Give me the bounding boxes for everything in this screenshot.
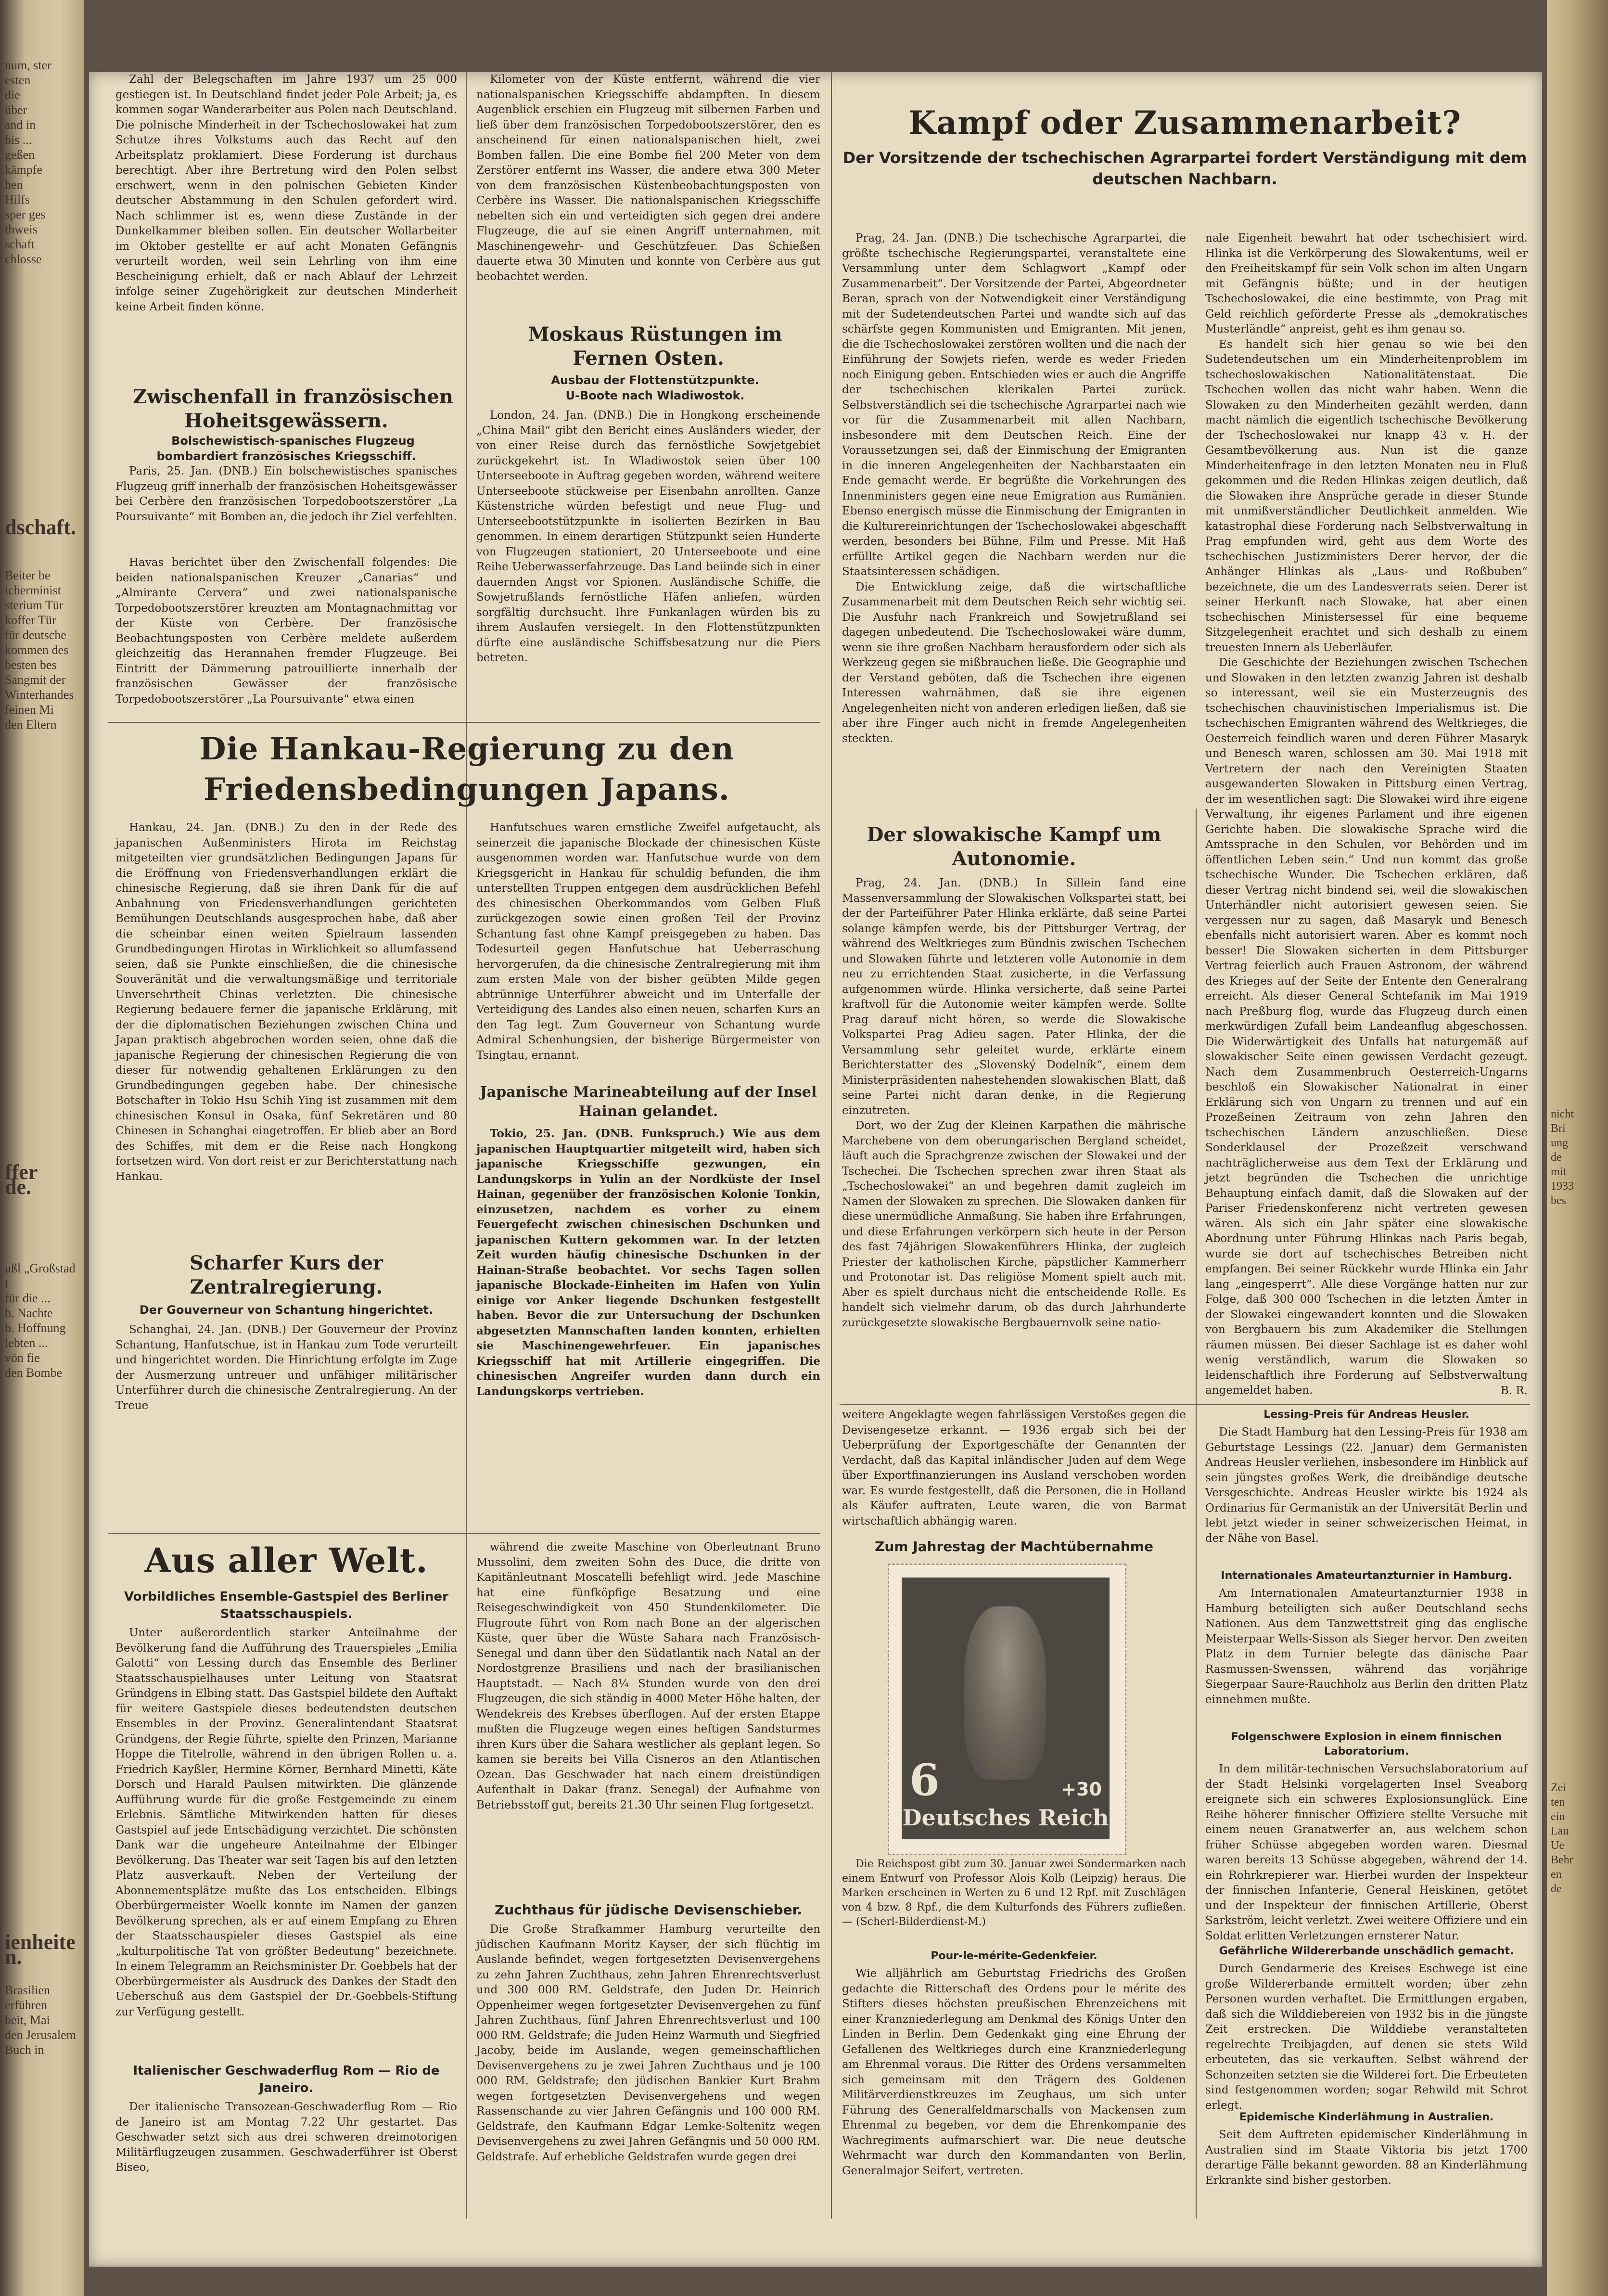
stamp-section xyxy=(842,1538,1186,1947)
article-paragraph: Schanghai, 24. Jan. (DNB.) Der Gouverneur der Provinz Schantung, Hanfutschue, ist in Hankau zum Tode verurteilt und hingerichtet worden. Die Hinrichtung erfolgte im Zuge der Ausmerzung untreuer und unfähiger militärischer Unterführer durch die chinesische Zentralregierung. An der Treue xyxy=(115,1323,457,1412)
article-paragraph: Havas berichtet über den Zwischenfall folgendes: Die beiden nationalspanischen Kreuzer „Canarias“ und „Almirante Cervera“ und zwei nationalspanische Torpedobootszerstörer kreuzten am Montagnachmittag vor der Küste von Cerbère. Der französische Beobachtungsposten von Cerbère meldete außerdem gleichzeitig das Herannahen fremder Flugzeuge. Bei Eintritt der Dämmerung patrouillierte innerhalb der französischen Gewässer der französische Torpedobootszerstörer „La Poursuivante“ etwa einen xyxy=(115,556,457,705)
kinderlaehmung-article xyxy=(1205,2110,1528,2219)
article-paragraph: Die Entwicklung zeige, daß die wirtschaftliche Zusammenarbeit mit dem Deutschen Reich sehr wichtig sei. Die Ausfuhr nach Frankreich und Sowjetrußland sei dagegen unbedeutend. Die Tschechoslowakei wäre dumm, wenn sie ihre großen Nachbarn herausfordern oder sich als Werkzeug gegen sie mißbrauchen ließe. Die Geographie und der Verstand geböten, daß die Tschechen ihre eigenen Interessen wahrnähmen, daß sie ihre eigenen Angelegenheiten nicht von anderen erledigen ließen, daß sie aber ihre Finger auch nicht in fremde Angelegenheiten steckten. xyxy=(842,580,1186,745)
headline-moskau: Moskaus Rüstungen im Fernen Osten. xyxy=(528,323,782,370)
slowakei-article xyxy=(842,823,1186,1400)
pour-le-merite-article xyxy=(842,1949,1186,2219)
left-page-fragment: Beiter be icherminist sterium Tür koffer Tür für deutsche kommen des besten bes Sangmit der Winterhandes feinen Mi den Eltern xyxy=(5,568,74,731)
marine-article xyxy=(476,1083,820,1526)
article-paragraph: nale Eigenheit bewahrt hat oder tschechisiert wird. Hlinka ist die Verkörperung des Slowakentums, weil er den Freiheitskampf für sein Volk schon im alten Ungarn mit Gefängnis büßte; und in der heutigen Tschechoslowakei, die eine bestimmte, von Prag mit Geld reichlich geförderte Presse als „demokratisches Musterländle“ anpreist, geht es ihm genau so. xyxy=(1205,232,1528,335)
article-paragraph: Prag, 24. Jan. (DNB.) In Sillein fand eine Massenversammlung der Slowakischen Volkspartei statt, bei der der Parteiführer Pater Hlinka erklärte, daß seine Partei solange kämpfen werde, bis der Pittsburger Vertrag, der während des Weltkrieges zum Bündnis zwischen Tschechen und Slowaken führte und letzteren volle Autonomie in dem neu zu errichtenden Staat zusicherte, in die Verfassung aufgenommen würde. Hlinka versicherte, daß seine Partei kraftvoll für die Autonomie weiter kämpfen werde. Sollte Prag darauf nicht hören, so werde die Slowakische Volkspartei Prag Adieu sagen. Pater Hlinka, der die Versammlung sehr geleitet wurde, erklärte einem Berichterstatter des „Slovenský Dodelník“, einem dem Ministerpräsidenten nahestehenden slowakischen Blatt, daß seine Partei nicht daran denke, in die Regierung einzutreten. xyxy=(842,877,1186,1117)
column-rule xyxy=(466,72,467,2219)
stamp-country: Deutsches Reich xyxy=(902,1805,1109,1831)
left-page-heading-fragment: dschaft. xyxy=(5,515,76,539)
section-divider xyxy=(840,1404,1530,1405)
left-page-heading-fragment: ienheiten. xyxy=(5,1930,76,1969)
column-rule xyxy=(831,72,832,2219)
left-page-fragment: ußl „Großstadt für die ... b. Nachte b. Hoffnung lebten ... vön fie den Bombe xyxy=(5,1261,76,1380)
right-page-fragment: Zei ten ein Lau Ue Behr en de xyxy=(1551,1782,1573,1895)
article-paragraph: Wie alljährlich am Geburtstag Friedrichs des Großen gedachte die Ritterschaft des Ordens pour le mérite des Stifters dieses höchsten preußischen Ehrenzeichens mit einer Kranzniederlegung am Denkmal des Königs Unter den Linden in Berlin. Dem Gedenkakt ging eine Ehrung der Gefallenen des Weltkrieges durch eine Kranzniederlegung am Ehrenmal voraus. Die Ritter des Ordens versammelten sich gemeinsam mit den Trägern des Goldenen Militärverdienstkreuzes im Zeughaus, um sich unter Führung des Generalfeldmarschalls von Mackensen zum Ehrenmal zu begeben, vor dem die Ehrenkompanie des Wachregiments aufmarschiert war. Die neue deutsche Wehrmacht war durch den Kommandanten von Berlin, Generalmajor Seifert, vertreten. xyxy=(842,1967,1186,2177)
stamp-surcharge: +30 xyxy=(1061,1779,1102,1800)
section-divider xyxy=(108,1533,820,1534)
geschwader-article xyxy=(115,2062,457,2216)
author-initials: B. R. xyxy=(1500,1385,1528,1397)
article-paragraph: Es handelt sich hier genau so wie bei den Sudetendeutschen um ein Minderheitenproblem im tschechoslowakischen Nationalitätenstaat. Die Tschechen wollen das nicht wahr haben. Wenn die Slowaken zu den Minderheiten gezählt werden, dann macht nämlich die eigentlich tschechische Bevölkerung der Tschechoslowakei nur knapp 43 v. H. der Gesamtbevölkerung aus. Nun ist die ganze Minderheitenfrage in den letzten Monaten neu in Fluß gekommen und die Reden Hlinkas zeigen deutlich, daß die Slowaken ihre Ansprüche gerade in dieser Stunde mit unmißverständlicher Deutlichkeit anmelden. Wie katastrophal diese Forderung nach Selbstverwaltung in Prag empfunden wird, geht aus dem Worte des tschechischen Justizministers Derer hervor, der die Anhänger Hlinkas als „Laus- und Roßbuben“ bezeichnete, die um des Landesverrats seien. Derer ist seiner Herkunft nach Slowake, hat aber einen tschechischen Ministersessel für eine bequeme Sitzgelegenheit erachtet und sich deshalb zu einem treuesten Innern als Ueberläufer. xyxy=(1205,338,1528,654)
section-divider xyxy=(108,722,820,723)
amateur-article xyxy=(1205,1569,1528,1728)
article-paragraph: Seit dem Auftreten epidemischer Kinderlähmung in Australien sind im Staate Viktoria bis jetzt 1700 derartige Fälle bekannt geworden. 88 an Kinderlähmung Erkrankte sind bisher gestorben. xyxy=(1205,2129,1528,2187)
headline-wilderer: Gefährliche Wildererbande unschädlich gemacht. xyxy=(1219,1945,1514,1957)
zuchthaus-continuation xyxy=(842,1408,1186,1533)
geschwader-continuation xyxy=(476,1540,820,1896)
subheadline-kampf: Der Vorsitzende der tschechischen Agrarpartei fordert Verständigung mit dem deutschen Nachbarn. xyxy=(842,149,1527,188)
article-paragraph: Hankau, 24. Jan. (DNB.) Zu den in der Rede des japanischen Außenministers Hirota im Reichstag mitgeteilten vier grundsätzlichen Bedingungen Japans für die Eröffnung von Friedensverhandlungen erklärt die chinesische Regierung, daß sie ihren Dank für die auf Anbahnung von Friedensverhandlungen gerichteten Bemühungen Deutschlands ausgesprochen habe, daß aber die scheinbar einen weiten Spielraum lassenden Grundbedingungen Hirotas in Wirklichkeit so allumfassend seien, daß sie Punkte einschließen, die die chinesische Souveränität und die verwaltungsmäßige und territoriale Unversehrtheit Chinas verletzten. Die chinesische Regierung bedauere ferner die japanische Erklärung, mit der die diplomatischen Beziehungen zwischen China und Japan praktisch abgebrochen worden seien, ohne daß die japanische Regierung der chinesischen Regierung die von dieser für notwendig gehaltenen Erklärungen zu den Grundbedingungen gegeben habe. Der chinesische Botschafter in Tokio Hsu Schih Ying ist zusammen mit dem chinesischen Konsul in Osaka, fünf Sekretären und 80 Chinesen in Schanghai eingetroffen. Er blieb aber an Bord des Schiffes, mit dem er die Reise nach Hongkong fortsetzen wird. Von dort reist er zur Berichterstattung nach Hankau. xyxy=(115,821,457,1183)
stamp-caption: Die Reichspost gibt zum 30. Januar zwei Sondermarken nach einem Entwurf von Professor Alois Kolb (Leipzig) heraus. Die Marken erscheinen in Werten zu 6 und 12 Rpf. mit Zuschlägen von 4 bzw. 8 Rpf., die dem Kulturfonds des Führers zufließen. — (Scherl-Bilderdienst-M.) xyxy=(842,1858,1186,1928)
headline-hankau: Die Hankau-Regierung zu den Friedensbedingungen Japans. xyxy=(199,731,734,808)
subheadline-scharfer-kurs: Der Gouverneur von Schantung hingerichtet. xyxy=(139,1303,434,1317)
explosion-article xyxy=(1205,1730,1528,1942)
newspaper-page xyxy=(89,72,1542,2267)
left-page-heading-fragment: ffer de. xyxy=(5,1160,38,1199)
kampf-continuation xyxy=(1205,231,1528,1397)
article-paragraph: Am Internationalen Amateurtanzturnier 1938 in Hamburg beteiligten sich außer Deutschland sechs Nationen. Aus dem Tanzwettstreit ging das englische Meisterpaar Wells-Sisson als Sieger hervor. Den zweiten Platz in dem Turnier belegte das dänische Paar Rasmussen-Swenssen, während das vorjährige Siegerpaar Saure-Rauchholz aus Berlin den dritten Platz einnehmen mußte. xyxy=(1205,1587,1528,1706)
headline-geschwader: Italienischer Geschwaderflug Rom — Rio de Janeiro. xyxy=(133,2064,440,2095)
article-paragraph: Unter außerordentlich starker Anteilnahme der Bevölkerung fand die Aufführung des Trauerspieles „Emilia Galotti“ von Lessing durch das Ensemble des Berliner Staatsschauspielhauses unter Leitung von Staatsrat Gründgens in Elbing statt. Das Gastspiel bildete den Auftakt für weitere Gastspiele dieses bedeutendsten deutschen Ensembles in der Provinz. Generalintendant Staatsrat Gründgens, der Regie führte, spielte den Prinzen, Marianne Hoppe die Titelrolle, während in den übrigen Rollen u. a. Friedrich Kayßler, Hermine Körner, Bernhard Minetti, Käte Dorsch und Harald Paulsen mitwirkten. Die glänzende Aufführung wurde für die große Festgemeinde zu einem Erlebnis. Sämtliche Mitwirkenden hatten für dieses Gastspiel auf jede Entschädigung verzichtet. Die schönsten Dank war die ungeheure Anteilnahme der Elbinger Bevölkerung. Das Theater war seit Tagen bis auf den letzten Platz ausverkauft. Neben der Verteilung der Abonnementsplätze mußte das Los entscheiden. Elbings Oberbürgermeister Woelk konnte im Namen der ganzen Bevölkerung sprechen, als er auf einem Empfang zu Ehren der Staatsschauspieler dieses Gastspiel als eine „kulturpolitische Tat von größter Bedeutung“ bezeichnete. In einem Telegramm an Reichsminister Dr. Goebbels hat der Oberbürgermeister als Ausdruck des Dankes der Stadt den Ueberschuß aus dem Gastspiel der Dr.-Goebbels-Stiftung zur Verfügung gestellt. xyxy=(115,1627,457,2018)
headline-pour-le-merite: Pour-le-mérite-Gedenkfeier. xyxy=(931,1950,1098,1962)
headline-ensemble: Vorbildliches Ensemble-Gastspiel des Berliner Staatsschauspiels. xyxy=(124,1590,448,1621)
article-paragraph: Dort, wo der Zug der Kleinen Karpathen die mährische Marchebene von dem oberungarischen Bergland scheidet, läuft auch die Sprachgrenze zwischen der Slowakei und der Tschechei. Die Tschechen sprechen zwar ihren Staat als „Tschechoslowakei“ an und begehren damit zugleich im Namen der Slowaken zu sprechen. Die Slowaken danken für diese unermüdliche Anmaßung. Sie haben ihre Erfahrungen, und diese Erfahrungen verkörpern sich heute in der Person des fast 74jährigen Slowakenführers Hlinka, der zugleich Priester der katholischen Kirche, päpstlicher Kammerherr und Protonotar ist. Das religiöse Moment spielt auch mit. Aber es spielt durchaus nicht die entscheidende Rolle. Es handelt sich vielmehr darum, ob das durch Jahrhunderte zurückgesetzte slowakische Bergbauernvolk seine natio- xyxy=(842,1119,1186,1329)
article-paragraph: Die Stadt Hamburg hat den Lessing-Preis für 1938 am Geburtstage Lessings (22. Januar) dem Germanisten Andreas Heusler verliehen, insbesondere im Hinblick auf sein jüngstes großes Werk, die dreibändige deutsche Versgeschichte. Andreas Heusler wirkte bis 1924 als Ordinarius für Germanistik an der Universität Berlin und lebt jetzt wieder in seiner schweizerischen Heimat, in der Nähe von Basel. xyxy=(1205,1426,1528,1545)
article-paragraph: während die zweite Maschine von Oberleutnant Bruno Mussolini, dem zweiten Sohn des Duce, die dritte von Kapitänleutnant Moscatelli befehligt wird. Jede Maschine hat eine fünfköpfige Besatzung und eine Reisegeschwindigkeit von 450 Stundenkilometer. Die Flugroute führt von Rom nach Bone an der algerischen Küste, quer über die Wüste Sahara nach Französisch-Senegal und dann über den Südatlantik nach Natal an der Nordostgrenze Brasiliens und nach der brasilianischen Hauptstadt. — Nach 8¼ Stunden wurde von den drei Flugzeugen, die sich ständig in 4000 Meter Höhe halten, der Wendekreis des Krebses überflogen. Auf der ersten Etappe mußten die Flugzeuge wegen eines heftigen Sandsturmes ihren Kurs über die Sahara westlicher als geplant legen. So kamen sie bereits bei Villa Cisneros an den Atlantischen Ozean. Das Geschwader hat nach einem dreistündigen Aufenthalt in Dakar (franz. Senegal) der Aufnahme von Betriebsstoff gut, bereits 21.30 Uhr seinen Flug fortgesetzt. xyxy=(476,1541,820,1811)
headline-lessing: Lessing-Preis für Andreas Heusler. xyxy=(1263,1409,1469,1421)
right-page-fragment: nicht Bri ung de mit 1933 bes xyxy=(1551,1108,1574,1207)
hankau-headline-block xyxy=(115,729,818,813)
article-paragraph: London, 24. Jan. (DNB.) Die in Hongkong erscheinende „China Mail“ gibt den Bericht eines Ausländers wieder, der von einer Reise durch das fernöstliche Sowjetgebiet zurückgekehrt ist. In Wladiwostok seien über 100 Unterseeboote in Auftrag gegeben worden, während weitere Unterseeboote stückweise per Eisenbahn anrollten. Ganze Küstenstriche würden befestigt und neue Flug- und Unterseebootstützpunkte in isolierten Bezirken in Bau genommen. In einem derartigen Stützpunkt seien Hunderte von Flugzeugen stationiert, 20 Unterseeboote und eine Reihe Ueberwasserfahrzeuge. Das Land beiinde sich in einer dauernden Angst vor Spionen. Ausländische Schiffe, die Sowjetrußlands fernöstliche Häfen anliefen, würden sorgfältig durchsucht. Ihre Funkanlagen würden bis zu ihrem Auslaufen versiegelt. In den Flottenstützpunkten dürfte eine ausländische Schiffsbesatzung nur die Piers betreten. xyxy=(476,409,820,664)
headline-kampf: Kampf oder Zusammenarbeit? xyxy=(908,104,1462,141)
subheadline-uboote: U-Boote nach Wladiwostok. xyxy=(565,389,745,402)
scharfer-kurs-article xyxy=(115,1251,457,1521)
article-paragraph: Der italienische Transozean-Geschwaderflug Rom — Rio de Janeiro ist am Montag 7.22 Uhr gestartet. Das Geschwader setzt sich aus drei schweren dreimotorigen Militärflugzeugen zusammen. Geschwaderführer ist Oberst Biseo, xyxy=(115,2101,457,2174)
headline-stamp: Zum Jahrestag der Machtübernahme xyxy=(875,1539,1153,1554)
signature xyxy=(1205,1384,1528,1400)
article-paragraph: Hanfutschues waren ernstliche Zweifel aufgetaucht, als seinerzeit die japanische Blockade der chinesischen Küste ausgenommen worden war. Hanfutschue wurde von dem Kriegsgericht in Hankau für schuldig befunden, die ihm unterstellten Truppen entgegen dem ausdrücklichen Befehl des chinesischen Oberkommandos vom Gelben Fluß zurückgezogen sowie einen großen Teil der Provinz Schantung fast ohne Kampf preisgegeben zu haben. Das Todesurteil gegen Hanfutschue hat Ueberraschung hervorgerufen, da die chinesische Zentralregierung mit ihm zum ersten Male von der bisher geübten Milde gegen abtrünnige Unterführer abweicht und im Unterfalle der Verteidigung des Landes also einen neuen, scharfen Kurs an den Tag legt. Zum Gouverneur von Schantung wurde Admiral Schenhungsien, der bisherige Bürgermeister von Tsingtau, ernannt. xyxy=(476,821,820,1062)
article-paragraph: Die Geschichte der Beziehungen zwischen Tschechen und Slowaken in den letzten zwanzig Jahren ist deshalb so interessant, weil sie ein Musterzeugnis des tschechischen chauvinistischen Imperialismus ist. Die tschechischen Emigranten während des Weltkrieges, die Oesterreich feindlich waren und deren Führer Masaryk und Benesch waren, schlossen am 30. Mai 1918 mit Vertretern der nach den Vereinigten Staaten ausgewanderten Slowaken in Pittsburg einen Vertrag, der im wesentlichen sagt: Die Slowakei wird ihre eigene Verwaltung, ihr eigenes Parlament und ihre eigenen Gerichte haben. Die slowakische Sprache wird die Amtssprache in den Schulen, vor Behörden und im öffentlichen Leben sein.“ Und nun kommt das große tschechische Wunder. Die Tschechen erklären, daß dieser Vertrag nicht bindend sei, weil die slowakischen Unterhändler nicht autorisiert gewesen seien. Sie vergessen nur zu sagen, daß Masaryk und Benesch ebenfalls nicht autorisiert waren. Aber es kommt noch besser! Die Slowaken sicherten in dem Pittsburger Vertrag feierlich auch Frauen Astronom, der während des Krieges auf der Seite der Entente den Generalrang erreicht. Als dieser General Schtefanik im Mai 1919 nach Preßburg flog, wurde das Flugzeug durch einen merkwürdigen Zufall beim Landeanflug abgeschossen. Die Widerwärtigkeit des Unfalls hat naturgemäß auf slowakischer Seite einen gewissen Verdacht gezeugt. Nach dem Zusammenbruch Oesterreich-Ungarns beschloß ein Slowakischer Nationalrat in einer Erklärung sich von Ungarn zu trennen und auf ein Prozeßeinen Zeitraum von zehn Jahren den tschechischen Ländern anzuschließen. Diese Sonderklausel der Prozeßzeit verschwand nachträglicherweise aus dem Text der Erklärung und jetzt begründen die Tschechen die unrichtige Behauptung einfach damit, daß die Slowaken auf der Pariser Friedenskonferenz nicht vertreten gewesen wären. Als sich ein Jahr später eine slowakische Abordnung unter Führung Hlinkas nach Paris begab, wurde sie dort auf tschechisches Betreiben nicht empfangen. Bei seiner Rückkehr wurde Hlinka ein Jahr lang „eingesperrt“. Alle diese Vorgänge hatten nur zur Folge, daß 300 000 Tschechen in die letzten Ämter in der Slowakei eingewandert konnten und die Slowaken von Bergbauern bis zum Akademiker die Stellungen räumen müssen. Bei dieser Sachlage ist es daher wohl wenig verständlich, warum die Slowaken so leidenschaftlich ihre Forderung auf Selbstverwaltung angemeldet haben. xyxy=(1205,656,1528,1397)
headline-scharfer-kurs: Scharfer Kurs der Zentralregierung. xyxy=(190,1252,383,1298)
article-paragraph: Paris, 25. Jan. (DNB.) Ein bolschewistisches spanisches Flugzeug griff innerhalb der französischen Hoheitsgewässer bei Cerbère den französischen Torpedobootszerstörer „La Poursuivante“ mit Bomben an, die jedoch ihr Ziel verfehlten. xyxy=(115,465,457,523)
aus-aller-welt-headline xyxy=(115,1538,457,1586)
article-continuation: Kilometer von der Küste entfernt, während die vier nationalspanischen Kriegsschiffe abdampften. In diesem Augenblick erschien ein Flugzeug mit silbernen Farben und ließ über dem französischen Torpedobootszerstörer, den es anscheinend für einen nationalspanischen hielt, zwei Bomben fallen. Die eine Bombe fiel 200 Meter von dem Zerstörer entfernt ins Wasser, die andere etwa 300 Meter von dem französischen Küstenbeobachtungsposten von Cerbère ins Wasser. Die nationalspanischen Kriegsschiffe nebelten sich ein und verteidigten sich gegen drei andere Flugzeuge, die auf sie einen Angriff unternahmen, mit Maschinengewehr- und Geschützfeuer. Das Schießen dauerte etwa 30 Minuten und konnte von Cerbère aus gut beobachtet werden. xyxy=(476,73,820,283)
left-page-fragment: Brasilien erführen beit, Mai den Jerusalem Buch in xyxy=(5,1983,77,2057)
ensemble-article xyxy=(115,1588,457,2055)
headline-amateur: Internationales Amateurtanzturnier in Hamburg. xyxy=(1221,1570,1512,1582)
kampf-headline-block xyxy=(842,101,1528,226)
headline-marine: Japanische Marineabteilung auf der Insel Hainan gelandet. xyxy=(480,1084,817,1120)
torch-bearer-figure xyxy=(964,1606,1046,1780)
adjacent-page-right-edge xyxy=(1547,0,1608,2296)
headline-aus-aller-welt: Aus aller Welt. xyxy=(144,1540,428,1580)
postage-stamp-image xyxy=(888,1564,1126,1855)
hankau-article xyxy=(115,821,457,1244)
article-paragraph: Durch Gendarmerie des Kreises Eschwege ist eine große Wildererbande ermittelt worden; über zehn Personen wurden verhaftet. Die Ermittlungen ergaben, daß sich die Wilddiebereien von 1932 bis in die jüngste Zeit erstrecken. Die Wilddiebe veranstalteten regelrechte Treibjagden, auf denen sie stets Wild erbeuteten, das sie verkauften. Selbst während der Schonzeiten setzten sie die Wilderei fort. Die Erbeuteten sind festgenommen worden; sogar Rehwild mit Schrot erlegt. xyxy=(1205,1963,1528,2112)
article-paragraph: Die Große Strafkammer Hamburg verurteilte den jüdischen Kaufmann Moritz Kayser, der sich flüchtig im Auslande befindet, wegen fortgesetzten Devisenvergehens zu zehn Jahren Zuchthaus, zehn Jahren Ehrenrechtsverlust und 300 000 RM. Geldstrafe, den Juden Dr. Heinrich Oppenheimer wegen fortgesetzter Devisenvergehen zu fünf Jahren Zuchthaus, fünf Jahren Ehrenrechtsverlust und 100 000 RM. Geldstrafe; die Juden Heinz Warmuth und Siegfried Jacoby, beide im Auslande, wegen gemeinschaftlichen Devisenvergehens zu je zwei Jahren Zuchthaus und je 100 000 RM. Geldstrafe; den jüdischen Bankier Kurt Brahm wegen fortgesetzten Devisenvergehens und wegen Rassenschande zu vier Jahren Gefängnis und 100 000 RM. Geldstrafe, den Kaufmann Edgar Lemke-Soltenitz wegen Devisenvergehens zu zwei Jahren Gefängnis und 50 000 RM. Geldstrafe. Auf erhebliche Geldstrafen wurde gegen drei xyxy=(476,1923,820,2163)
subheadline-flottenstuetzpunkte: Ausbau der Flottenstützpunkte. xyxy=(551,373,759,387)
article-paragraph: weitere Angeklagte wegen fahrlässigen Verstoßes gegen die Devisengesetze erkannt. — 1936 ergab sich bei der Ueberprüfung der Exportgeschäfte der Genannten der Verdacht, daß das Kapital inländischer Juden auf dem Wege über Exportfinanzierungen ins Ausland verschoben worden war. Es wurde festgestellt, daß die Personen, die in Holland als Käufer auftraten, Leute waren, die von Barmat wirtschaftlich abhängig waren. xyxy=(842,1409,1186,1527)
article-paragraph: In dem militär-technischen Versuchslaboratorium auf der Stadt Helsinki vorgelagerten Insel Sveaborg ereignete sich ein schweres Explosionsunglück. Eine Reihe höherer finnischer Offiziere stellte Versuche mit einem neuen Granatwerfer an, aus welchem schon früher Schüsse abgegeben worden waren. Diesmal waren bereits 13 Schüsse abgegeben, während der 14. ein Rohrkrepierer war. Hierbei wurden der Inspekteur der finnischen Infanterie, General Heiskinen, getötet und der Inspekteur der finnischen Artillerie, Oberst Sarkström, leicht verletzt. Zwei weitere Offiziere und ein Soldat erlitten Verletzungen ernsterer Natur. xyxy=(1205,1763,1528,1942)
hankau-continuation xyxy=(476,821,820,1076)
zuchthaus-article xyxy=(476,1901,820,2219)
article-continuation: Zahl der Belegschaften im Jahre 1937 um 25 000 gestiegen ist. In Deutschland findet jeder Pole Arbeit; ja, es kommen sogar Wanderarbeiter aus Polen nach Deutschland. Die polnische Minderheit in der Tschechoslowakei hat zum Schutze ihres Volkstums auch das Recht auf den Arbeitsplatz proklamiert. Diese Forderung ist durchaus berechtigt. Aber ihre Bertretung wird den Polen selbst erschwert, wenn in den polnischen Gebieten Kinder deutscher Abstammung in den Schulen gefordert wird. Nach schlimmer ist es, wenn diese Zustände in der Dunkelkammer bleiben sollen. Ein deutscher Wollarbeiter im Oktober gestellte er auf acht Monaten Gefängnis verurteilt worden, weil sein Lehrling von ihm eine Bescheinigung erhielt, daß er nach Ablauf der Lehrzeit infolge seiner Zugehörigkeit zur deutschen Minderheit keine Arbeit finden könne. xyxy=(115,73,457,313)
headline-slowakei: Der slowakische Kampf um Autonomie. xyxy=(867,823,1161,870)
article-paragraph: Tokio, 25. Jan. (DNB. Funkspruch.) Wie aus dem japanischen Hauptquartier mitgeteilt wird, haben sich japanische Kriegsschiffe gezwungen, ein Landungskorps in Yulin an der Nordküste der Insel Hainan, gegenüber der französischen Kolonie Tonkin, einzusetzen, nachdem es vorher zu einem Feuergefecht zwischen chinesischen Dschunken und japanischen Kuttern gekommen war. In der letzten Zeit wurden häufig chinesische Dschunken in der Hainan-Straße beobachtet. Vor sechs Tagen sollen japanische Blockade-Einheiten im Hafen von Yulin einige vor Anker liegende Dschunken festgestellt haben. Bevor die zur Untersuchung der Dschunken abgesetzten Mannschaften landen konnten, erhielten sie Maschinengewehrfeuer. Ein japanisches Kriegsschiff hat mit Artillerie eingegriffen. Die chinesischen Angreifer wurden dann durch ein Landungskorps vertrieben. xyxy=(476,1127,820,1398)
article-paragraph: Prag, 24. Jan. (DNB.) Die tschechische Agrarpartei, die größte tschechische Regierungspartei, veranstaltete eine Versammlung unter dem Schlagwort „Kampf oder Zusammenarbeit“. Der Vorsitzende der Partei, Abgeordneter Beran, sprach von der Notwendigkeit einer Verständigung mit der Sudetendeutschen Partei und wandte sich auf das schärfste gegen Kommunisten und Emigranten. Mit jenen, die die Tschechoslowakei zerstören wollten und die nach der Einführung der Sowjets riefen, werde es weder Frieden noch Einigung geben. Entschieden wies er auch die Angriffe der tschechischen klerikalen Partei zurück. Selbstverständlich sei die tschechische Agrarpartei nach wie vor für die Zusammenarbeit mit allen Nachbarn, insbesondere mit dem Deutschen Reich. Eine der Voraussetzungen sei, daß der Einmischung der Emigranten in die inneren Angelegenheiten der Nachbarstaaten ein Ende gemacht werde. Er begrüßte die Vorkehrungen des Innenministers gegen eine neue Emigration aus Rumänien. Ebenso energisch müsse die Einmischung der Emigranten in die Kulturereinrichtungen der Tschechoslowakei abgeschafft werden, besonders bei Bühne, Film und Presse. Mit Haß erfüllte Artikel gegen die Nachbarn werden nur die Staatsinteressen schädigen. xyxy=(842,232,1186,578)
left-page-fragment: num, ster esten die über and in bis ... geßen kämpfe hen Hilfs sper ges thweis schaft chlosse xyxy=(5,58,51,266)
headline-zuchthaus: Zuchthaus für jüdische Devisenschieber. xyxy=(494,1902,803,1918)
headline-zwischenfall: Zwischenfall in französischen Hoheitsgewässern. xyxy=(133,385,453,432)
wilderer-article xyxy=(1205,1944,1528,2112)
lessing-article xyxy=(1205,1408,1528,1566)
kampf-article xyxy=(842,231,1186,818)
stamp-value: 6 xyxy=(909,1755,940,1806)
headline-kinderlaehmung: Epidemische Kinderlähmung in Australien. xyxy=(1239,2111,1494,2123)
headline-explosion: Folgenschwere Explosion in einem finnischen Laboratorium. xyxy=(1231,1731,1502,1757)
stamp-picture xyxy=(902,1578,1110,1839)
adjacent-page-left-edge xyxy=(0,0,84,2296)
column-rule xyxy=(1196,808,1197,2219)
subheadline-zwischenfall: Bolschewistisch-spanisches Flugzeug bombardiert französisches Kriegsschiff. xyxy=(156,434,416,463)
